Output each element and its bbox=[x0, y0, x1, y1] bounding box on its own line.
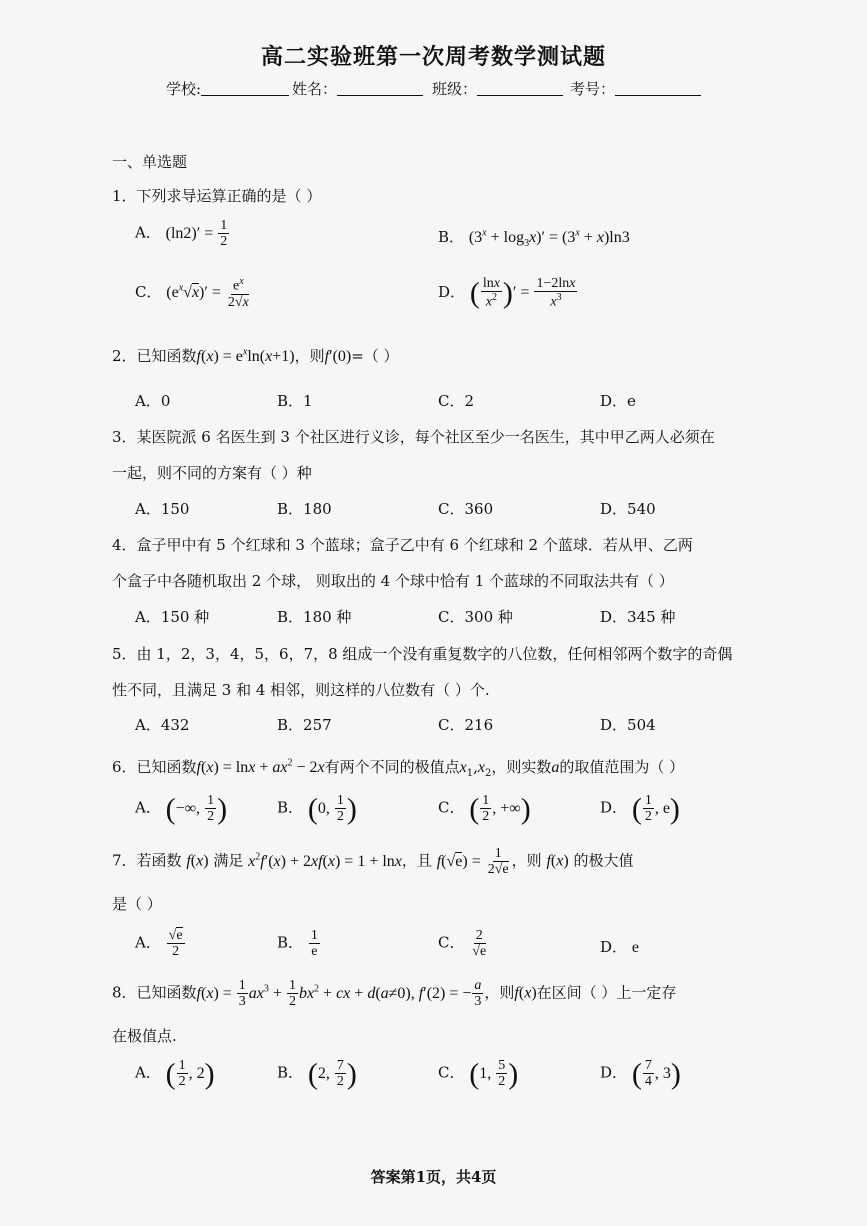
q8-option-d: D． ( $\frac{7}{4}$ , 3) bbox=[600, 1056, 681, 1090]
q6-option-d: D． ( $\frac{1}{2}$ , e) bbox=[600, 791, 680, 825]
question-2-stem: 2．已知函数$f(x) = e^x\ln(x+1)$，则f′(0)=（ ） bbox=[112, 346, 399, 365]
question-3-line2: 一起，则不同的方案有（ ）种 bbox=[112, 464, 312, 482]
question-7-stem: 7．若函数 f(x) 满足 $x^2f'(x) + 2xf(x) = 1 + \ln x$，且 f(√e) = $\frac{1}{2√e}$ ，则 f(x) 的极大值 bbox=[112, 846, 634, 878]
name-field bbox=[292, 78, 423, 99]
number-blank bbox=[615, 81, 701, 96]
question-3-line1: 3．某医院派 6 名医生到 3 个社区进行义诊，每个社区至少一名医生，其中甲乙两人必须在 bbox=[112, 428, 715, 446]
q1-option-b: B． $(3^x + \log_3x)' = (3^x + x)\ln 3$ bbox=[438, 227, 630, 250]
class-field bbox=[432, 78, 563, 99]
q1-option-a: A． (ln2)′ = $\frac{1}{2}$ bbox=[135, 218, 228, 250]
q4-option-a: A．150 种 bbox=[135, 608, 210, 626]
section-heading: 一、单选题 bbox=[112, 153, 188, 171]
q4-option-b: B．180 种 bbox=[277, 608, 352, 626]
q2-option-a: A．0 bbox=[135, 392, 171, 410]
q2-option-d: D．e bbox=[600, 392, 636, 410]
q3-option-d: D．540 bbox=[600, 500, 656, 518]
q8-option-a: A． ( $\frac{1}{2}$ , 2) bbox=[135, 1056, 215, 1090]
exam-title: 高二实验班第一次周考数学测试题 bbox=[260, 44, 606, 70]
q5-option-b: B．257 bbox=[277, 716, 332, 734]
name-label: 姓名： bbox=[292, 80, 338, 98]
q8-option-b: B． (2, $\frac{7}{2}$ ) bbox=[277, 1056, 357, 1090]
question-4-line2: 个盒子中各随机取出 2 个球， 则取出的 4 个球中恰有 1 个蓝球的不同取法共有（ ） bbox=[112, 572, 674, 590]
question-8-stem: 8．已知函数f(x) = $\frac{1}{3}$ $ax^3$ + $\frac{1}{2}$ $bx^2$ + cx + d(a≠0), f′(2) = − $\frac{a}{3}$ ，则f(x)在区间（ ）上一定存 bbox=[112, 978, 677, 1010]
q4-option-d: D．345 种 bbox=[600, 608, 676, 626]
school-field bbox=[166, 78, 289, 99]
q6-option-a: A． (−∞, $\frac{1}{2}$ ) bbox=[135, 791, 228, 825]
question-5-line1: 5．由 1，2，3，4，5，6，7，8 组成一个没有重复数字的八位数，任何相邻两个数字的奇偶 bbox=[112, 645, 733, 663]
q7-option-a: A． $\frac{√e}{2}$ bbox=[135, 928, 183, 960]
q4-option-c: C．300 种 bbox=[438, 608, 513, 626]
q7-option-d: D． e bbox=[600, 938, 639, 956]
q7-option-b: B． $\frac{1}{e}$ bbox=[277, 928, 318, 960]
q5-option-d: D．504 bbox=[600, 716, 656, 734]
q8-option-c: C． (1, $\frac{5}{2}$ ) bbox=[438, 1056, 519, 1090]
school-label: 学校: bbox=[166, 80, 202, 98]
question-6-stem: 6．已知函数$f(x) = \ln x + ax^2 - 2x$有两个不同的极值点$x_1,x_2$，则实数a的取值范围为（ ） bbox=[112, 757, 685, 779]
class-blank bbox=[477, 81, 563, 96]
question-4-line1: 4．盒子甲中有 5 个红球和 3 个蓝球；盒子乙中有 6 个红球和 2 个蓝球．若从甲、乙两 bbox=[112, 536, 693, 554]
name-blank bbox=[337, 81, 423, 96]
q3-option-a: A．150 bbox=[135, 500, 190, 518]
question-7-line2: 是（ ） bbox=[112, 895, 162, 913]
page-footer: 答案第1页，共4页 bbox=[370, 1168, 497, 1186]
q5-option-a: A．432 bbox=[135, 716, 190, 734]
number-field bbox=[570, 78, 701, 99]
q3-option-c: C．360 bbox=[438, 500, 494, 518]
school-blank bbox=[201, 81, 289, 96]
q6-option-b: B． (0, $\frac{1}{2}$ ) bbox=[277, 791, 357, 825]
q2-option-b: B．1 bbox=[277, 392, 313, 410]
q1-option-d: D． ( $\frac{\ln x}{x^2}$ )′ = $\frac{1-2\ln x}{x^3}$ bbox=[438, 276, 576, 311]
q7-option-c: C． $\frac{2}{√e}$ bbox=[438, 928, 487, 960]
q1-option-c: C． $(e^x√x)'$ = $\frac{e^x}{2√x}$ bbox=[135, 276, 249, 311]
question-5-line2: 性不同，且满足 3 和 4 相邻，则这样的八位数有（ ）个. bbox=[112, 681, 490, 699]
q6-option-c: C． ( $\frac{1}{2}$ , +∞) bbox=[438, 791, 531, 825]
question-1-stem: 1．下列求导运算正确的是（ ） bbox=[112, 187, 322, 205]
q2-option-c: C．2 bbox=[438, 392, 475, 410]
q5-option-c: C．216 bbox=[438, 716, 494, 734]
number-label: 考号： bbox=[570, 80, 616, 98]
class-label: 班级： bbox=[432, 80, 478, 98]
q3-option-b: B．180 bbox=[277, 500, 332, 518]
question-8-line2: 在极值点. bbox=[112, 1027, 177, 1045]
